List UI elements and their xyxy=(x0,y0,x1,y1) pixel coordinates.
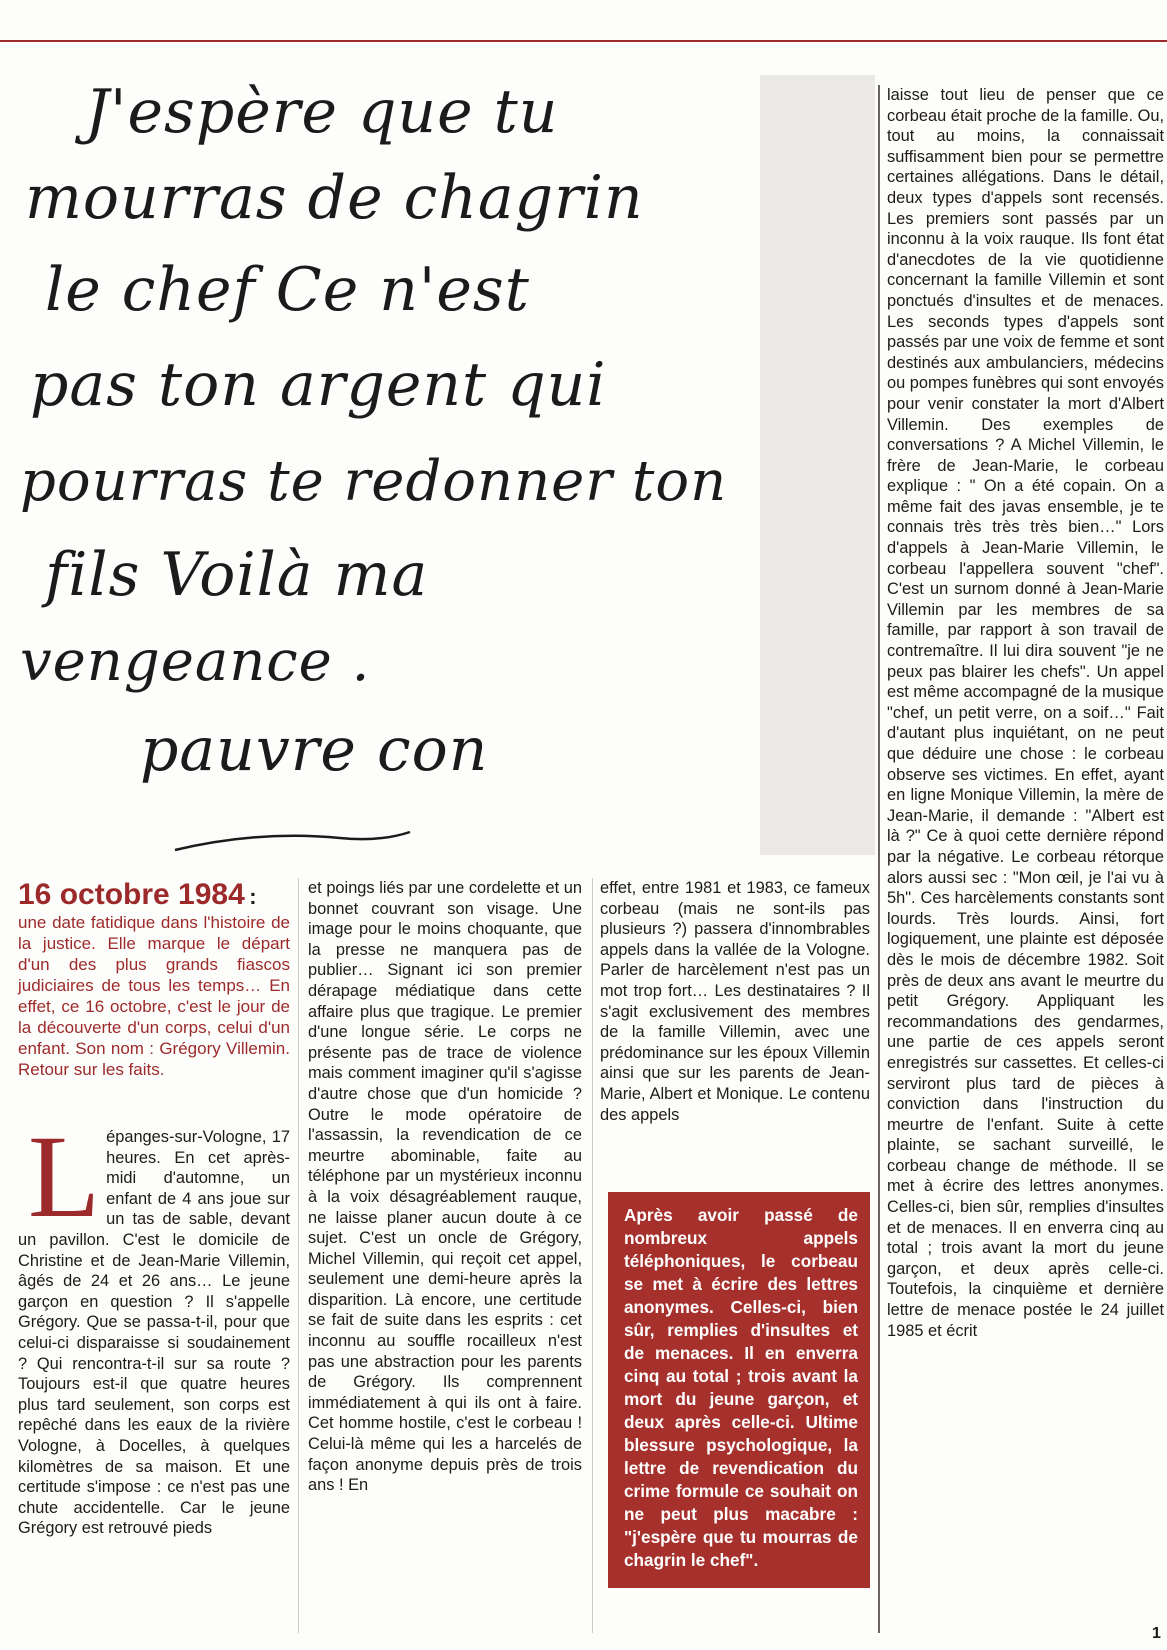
letter-line-1: J'espère que tu xyxy=(85,77,559,147)
column-rule xyxy=(592,878,593,1633)
letter-line-4: pas ton argent qui xyxy=(30,350,607,420)
letter-line-5: pourras te redonner ton xyxy=(20,449,728,514)
handwriting-svg xyxy=(0,60,760,860)
column-2-text: et poings liés par une cordelette et un bonnet couvrant son visage. Une image pour le moins choquante, que la presse ne manquera pas de publier… Signant ici son premier dérapage médiatique dans cette affaire plus que tragique. Le premier d'une longue série. Le corps ne présente pas de trace de violence mais comment imaginer qu'il s'agisse d'autre chose que d'un homicide ? Outre le mode opératoire de l'assassin, la revendication de ce meurtre abominable, faite au téléphone par un mystérieux inconnu à la voix désagréablement rauque, ne laisse planer aucun doute à ce sujet. C'est un oncle de Grégory, Michel Villemin, qui reçoit cet appel, seulement une demi-heure après la disparition. Là encore, une certitude se fait de suite dans les esprits : cet inconnu au souffle rocailleux n'est pas une abstraction pour les parents de Grégory. Ils comprennent immédiatement à qui ils ont à faire. Cet homme hostile, c'est le corbeau ! Celui-là même qui les a harcelés de façon anonyme depuis près de trois ans ! En xyxy=(308,879,582,1495)
intro-text: une date fatidique dans l'histoire de la justice. Elle marque le départ d'un des plus grands fiascos judiciaires de tous les temps… En effet, ce 16 octobre, c'est le jour de la découverte d'un corps, celui d'un enfant. Son nom : Grégory Villemin. Retour sur les faits. xyxy=(18,913,290,1079)
column-3-text: effet, entre 1981 et 1983, ce fameux corbeau (mais ne sont-ils pas plusieurs ?) passera d'innombrables appels dans la vallée de la Vologne. Parler de harcèlement n'est pas un mot trop fort… Les destinataires ? Il s'agit exclusivement des membres de la famille Villemin, avec une prédominance sur les époux Villemin ainsi que sur les parents de Jean-Marie, Albert et Monique. Le contenu des appels xyxy=(600,879,870,1124)
background-panel xyxy=(760,75,875,855)
column-rule xyxy=(298,878,299,1633)
letter-line-2: mourras de chagrin xyxy=(25,163,644,233)
letter-line-3: le chef Ce n'est xyxy=(45,255,530,325)
drop-cap: L xyxy=(28,1127,101,1242)
intro-date: 16 octobre 1984 xyxy=(18,878,245,911)
letter-line-7: vengeance . xyxy=(20,629,371,694)
letter-line-6: fils Voilà ma xyxy=(45,540,429,610)
callout-box xyxy=(608,1192,870,1588)
intro-block xyxy=(18,878,290,1080)
article-column-4 xyxy=(887,85,1164,1633)
article-column-2 xyxy=(308,878,582,1633)
article-column-3 xyxy=(600,878,870,1163)
page-number: 1 xyxy=(1152,1625,1161,1642)
intro-separator: : xyxy=(249,884,257,909)
callout-text: Après avoir passé de nombreux appels téléphoniques, le corbeau se met à écrire des lettres anonymes. Celles-ci, bien sûr, remplies d'insultes et de menaces. Il en enverra cinq au total ; trois avant la mort du jeune garçon, et deux après celle-ci. Ultime blessure psychologique, la lettre de revendication du crime formule ce souhait on ne peut plus macabre : "j'espère que tu mourras de chagrin le chef". xyxy=(624,1205,858,1570)
letter-underline xyxy=(175,832,410,850)
letter-line-8: pauvre con xyxy=(140,715,489,785)
article-column-1 xyxy=(18,1127,290,1632)
column-1-text: épanges-sur-Vologne, 17 heures. En cet après-midi d'automne, un enfant de 4 ans joue sur un tas de sable, devant un pavillon. C'est le domicile de Christine et de Jean-Marie Villemin, âgés de 24 et 26 ans… Le jeune garçon en question ? Il s'appelle Grégory. Que se passa-t-il, pour que celui-ci disparaisse si soudainement ? Qui rencontra-t-il sur sa route ? Toujours est-il que quatre heures plus tard seulement, son corps est repêché dans les eaux de la rivière Vologne, à Docelles, à quelques kilomètres de sa maison. Et une certitude s'impose : ce n'est pas une chute accidentelle. Car le jeune Grégory est retrouvé pieds xyxy=(18,1128,290,1538)
handwritten-letter xyxy=(0,60,760,860)
column-rule xyxy=(878,85,880,1633)
top-rule xyxy=(0,40,1167,42)
column-4-text: laisse tout lieu de penser que ce corbeau était proche de la famille. Ou, tout au moins, la connaissait suffisamment bien pour se permettre certaines allégations. Dans le détail, deux types d'appels sont recensés. Les premiers sont passés par un inconnu à la voix rauque. Ils font état d'anecdotes de la vie quotidienne concernant la famille Villemin et sont ponctués d'insultes et de menaces. Les seconds types d'appels sont passés par une voix de femme et sont destinés aux ambulanciers, médecins ou pompes funèbres qui sont envoyés pour venir constater la mort d'Albert Villemin. Des exemples de conversations ? A Michel Villemin, le frère de Jean-Marie, le corbeau explique : " On a été copain. On a même fait des javas ensemble, je te connais très très très bien…" Lors d'appels à Jean-Marie Villemin, le corbeau l'appellera souvent "chef". C'est un surnom donné à Jean-Marie Villemin par les membres de sa famille, par rapport à son travail de contremaître. Il lui dira souvent "je ne peux pas blairer les chefs". Un appel est même accompagné de la musique "chef, un petit verre, on a soif…" Fait d'autant plus inquiétant, on ne peut que déduire une chose : le corbeau observe ses victimes. En effet, ayant en ligne Monique Villemin, la mère de Jean-Marie, il demande : "Albert est là ?" Ce à quoi cette dernière répond par la négative. Le corbeau rétorque alors aussi sec : "Mon œil, je l'ai vu à 5h". Ces harcèlements constants sont lourds. Très lourds. Ainsi, fort logiquement, une plainte est déposée dès le mois de décembre 1982. Soit près de deux ans avant le meurtre du petit Grégory. Appliquant les recommandations des gendarmes, une partie de ces appels seront enregistrés sur cassettes. Et celles-ci serviront plus tard de pièces à conviction dans l'instruction du meurtre de l'enfant. Suite à cette plainte, se sachant surveillé, le corbeau change de méthode. Il se met à écrire des lettres anonymes. Celles-ci, bien sûr, remplies d'insultes et de menaces. Il en enverra cinq au total ; trois avant la mort du jeune garçon, et deux après celle-ci. Toutefois, la cinquième et dernière lettre de menace postée le 24 juillet 1985 et écrit xyxy=(887,86,1164,1340)
